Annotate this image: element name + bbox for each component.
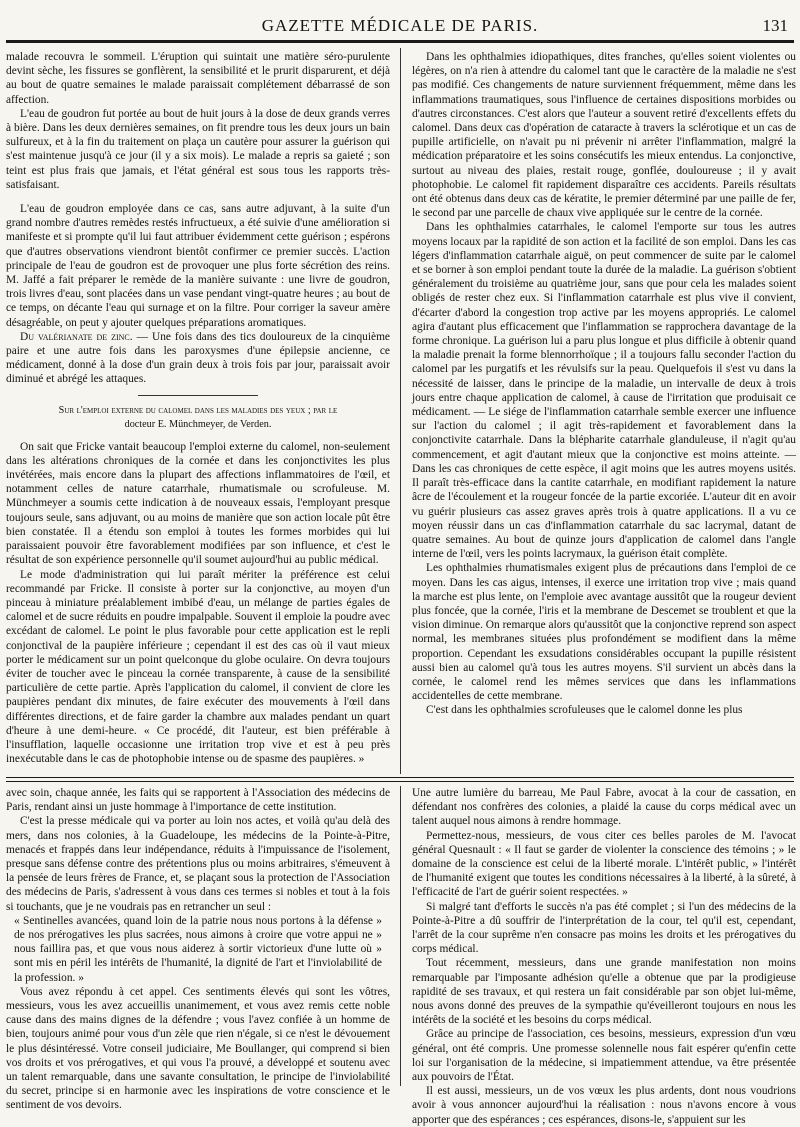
paragraph: malade recouvra le sommeil. L'éruption qui suintait une matière séro-purulente devint sèche, les fissures se gonflèrent, la sensibilité et le prurit disparurent, et déjà au bout de quatre semaines le malade paraissait complétement débarrassé de son affection. <box>6 51 390 106</box>
column-top-left <box>6 50 390 772</box>
paragraph: Il est aussi, messieurs, un de vos vœux les plus ardents, dont nous voudrions avoir à vous annoncer aujourd'hui la réalisation : nous n'avons encore à vous apporter que des espérances ; ces espérances, disons-le, s'appuient sur les <box>412 1085 796 1126</box>
feuilleton-rule <box>6 777 794 778</box>
column-divider-top <box>400 48 401 774</box>
paragraph: L'eau de goudron fut portée au bout de huit jours à la dose de deux grands verres à bière. Dans les deux dernières semaines, on fit prendre tous les deux jours un bain sulfureux, et à la fin du traitement on plaça un cautère pour assurer la guérison qui s'est maintenue jusqu'à ce jour (il y a six mois). Le malade a repris sa gaieté ; son teint est plus frais que jamais, et l'état général est sous tous les rapports très-satisfaisant. <box>6 107 390 191</box>
paragraph: On sait que Fricke vantait beaucoup l'emploi externe du calomel, non-seulement dans les altérations chroniques de la cornée et dans les conjonctivites les plus invétérées, mais encore dans la plupart des affections inflammatoires de l'œil, et notamment celles de nature catarrhale, rhumatismale ou scrofuleuse. M. Münchmeyer a soumis cette indication à de nouveaux essais, l'employant presque toujours seule, sans adjuvant, ou au moins de manière que son action locale pût être bien constatée. Il a étendu son emploi à toutes les formes morbides qui lui paraissaient pouvoir être favorablement modifiées par son influence, et c'est le résultat de son expérience personnelle qu'il soumet aujourd'hui au public médical. <box>6 440 390 567</box>
paragraph: Les ophthalmies rhumatismales exigent plus de précautions dans l'emploi de ce moyen. Dans les cas aigus, intenses, il exerce une irritation trop vive ; mais quand la marche est plus lente, on l'emploie avec avantage aussitôt que la rougeur devient plus foncée, que la cornée, l'iris et la membrane de Descemet se troublent et que la vision diminue. On remarque alors qu'aussitôt que la conjonctive reprend son aspect normal, les membranes situées plus profondément se modifient dans la même proportion. Cependant les exsudations considérables occupant la pupille résistent aussi bien au calomel qu'à tous les autres moyens. S'il survient un abcès dans la cornée, le calomel rend les mêmes services que dans les inflammations accidentelles de cette membrane. <box>412 562 796 703</box>
header-rule <box>6 40 794 43</box>
feuilleton-rule-second <box>6 781 794 782</box>
paragraph: Dans les ophthalmies catarrhales, le calomel l'emporte sur tous les autres moyens locaux par la rapidité de son action et la facilité de son emploi. Dans les cas légers d'inflammation catarrhale aiguë, on peut commencer de suite par le calomel et se borner à son emploi pendant toute la durée de la maladie. La guérison s'obtient généralement du troisième au quatrième jour, sans que pour cela les malades soient obligés de rester chez eux. Si l'inflammation catarrhale est plus vive il convient, d'écarter d'abord la congestion trop active par les moyens appropriés. Le calomel agira d'autant plus efficacement que l'inflammation se rapprochera davantage de la forme chronique. La guérison lui a paru plus longue et plus difficile à obtenir quand la maladie prenait la forme blennorrhoïque ; il a toujours fallu seconder l'action du calomel par les purgatifs et les révulsifs sur la peau. Quelquefois il s'est vu dans la nécessité de laisser, dans le principe de la maladie, un intervalle de deux à trois jours entre chaque application de calomel, à cause de l'irritation que produisait ce médicament. — Le siége de l'inflammation catarrhale semble exercer une influence sur l'action du calomel ; il agit très-rapidement et favorablement dans la conjonctivite catarrhale. Dans la blépharite catarrhale glanduleuse, il n'agit qu'au commencement, et agit d'autant mieux que la conjonctive est moins atteinte. — Dans les cas chroniques de cette espèce, il agit moins que les autres moyens usités. Il paraît très-efficace dans la cantite catarrhale, en modifiant rapidement la nature âcre de l'écoulement et la rougeur foncée de la partie excoriée. L'auteur dit en avoir vu guérir plusieurs cas assez graves après trois à quatre applications. Il a vu ce moyen réussir dans un cas d'inflammation catarrhale du sac lacrymal, datant de quatre semaines. Au bout de quinze jours d'application de calomel dans l'angle interne de l'œil, vers les points lacrymaux, la guérison était complète. <box>412 221 796 561</box>
paragraph: Tout récemment, messieurs, dans une grande manifestation non moins remarquable par l'imposante adhésion qu'elle a obtenue que par la prodigieuse rapidité de ses travaux, et qui restera un fait considérable par son objet lui-même, nous avons donné des preuves de la sympathie qu'éveilleront toujours en nous les intérêts de la société et les besoins du corps médical. <box>412 957 796 1027</box>
paragraph <box>6 330 390 387</box>
paragraph: Dans les ophthalmies idiopathiques, dites franches, qu'elles soient violentes ou légères, on n'a rien à attendre du calomel tant que le caractère de la maladie ne s'est pas modifié. Ces changements de nature surviennent fréquemment, même dans les inflammations traumatiques, sous l'influence de certaines dispositions morbides ou d'autres circonstances. C'est alors que l'auteur a souvent retiré d'excellents effets du calomel. Dans deux cas d'opération de cataracte à travers la sclérotique et un cas de pupille artificielle, on n'avait pu ni prévenir ni arrêter l'inflammation, malgré la médication préparatoire et les soins consécutifs les mieux entendus. La conjonctive, surtout au niveau des plaies, restait rouge, gonflée, douloureuse ; il y avait photophobie. Le calomel fit rapidement disparaître ces accidents. Pareils résultats ont été obtenus dans deux cas de kératite, le premier déterminé par une paille de fer, le second par une parcelle de chaux vive appliquée sur le centre de la cornée. <box>412 51 796 220</box>
paragraph: avec soin, chaque année, les faits qui se rapportent à l'Association des médecins de Paris, rendant ainsi un juste hommage à l'importance de cette institution. <box>6 787 390 814</box>
paragraph: L'eau de goudron employée dans ce cas, sans autre adjuvant, à la suite d'un grand nombre d'autres remèdes restés infructueux, a été suivie d'une amélioration si manifeste et si prompte qu'il lui faut attribuer évidemment cette guérison ; espérons que d'autres observations viendront bientôt confirmer ce premier succès. L'action principale de l'eau de goudron est de provoquer une plus forte sécrétion des reins. M. Jaffé a fait préparer le remède de la manière suivante : une livre de goudron, trois livres d'eau, sont placées dans un vase pendant vingt-quatre heures ; au bout de ce temps, on décante l'eau qui surnage et on la filtre. Pour corriger la saveur amère désagréable, on peut y ajouter quelques préparations aromatiques. <box>6 203 390 329</box>
page-number: 131 <box>762 16 788 35</box>
paragraph: Permettez-nous, messieurs, de vous citer ces belles paroles de M. l'avocat général Quesnault : « Il faut se garder de violenter la conscience des témoins ; » le domaine de la conscience est celui de la liberté morale. L'intérêt public, » l'intérêt de l'humanité exigent que toutes les conditions nécessaires à la liberté, à la sûreté, à l'efficacité de l'art de guérir soient respectées. » <box>412 829 796 899</box>
section-title-line: docteur E. Münchmeyer, de Verden. <box>124 418 272 430</box>
paragraph: Si malgré tant d'efforts le succès n'a pas été complet ; si l'un des médecins de la Pointe-à-Pitre a dû souffrir de l'interprétation de la cour, tel qu'il est, cependant, l'arrêt de la cour suprême n'en consacre pas moins les droits et les prérogatives du corps médical. <box>412 900 796 956</box>
section-title <box>6 404 390 432</box>
column-bottom-left <box>6 786 390 1112</box>
journal-title: GAZETTE MÉDICALE DE PARIS. <box>261 16 539 35</box>
paragraph: Vous avez répondu à cet appel. Ces sentiments élevés qui sont les vôtres, messieurs, vous les avez accueillis unanimement, et vous avez remis cette noble cause dans des mains dignes de la défendre ; vous l'avez confiée à un homme de bien, toujours animé pour vous d'un zèle que rien n'égale, si ce n'est le dévouement le plus désintéressé. Votre conseil judiciaire, Me Boullanger, qui comprend si bien vos droits et vos prérogatives, et qui vous l'a prouvé, a développé et soutenu avec un talent remarquable, dans une savante consultation, le principe de l'inviolabilité du secret, principe si en harmonie avec les inspirations de votre conscience et le sentiment de vos devoirs. <box>6 985 390 1112</box>
paragraph-lead: Du valérianate de zinc. <box>20 330 133 343</box>
page-header <box>0 8 800 44</box>
quotation: « Sentinelles avancées, quand loin de la patrie nous nous portons à la défense » de nos prérogatives les plus sacrées, nous aimons à croire que votre appui ne » nous faillira pas, et que vous nous aiderez à sortir victorieux d'une lutte où » sont mis en péril les intérêts de l'humanité, la dignité de l'art et l'inviolabilité de la profession. » <box>14 914 382 984</box>
paragraph: C'est la presse médicale qui va porter au loin nos actes, et voilà qu'au delà des mers, dans nos colonies, à la Guadeloupe, les médecins de la Pointe-à-Pitre, menacés et frappés dans leur indépendance, réduits à l'impuissance de l'isolement, presque sans défense contre des prétentions plus ou moins arbitraires, s'émeuvent à la pensée de leurs frères de France, et, se plaçant sous la protection de l'Association des médecins de Paris, s'adressent à vous dans ces termes si nobles et tout à la fois si touchants, que je ne voudrais pas en retrancher un seul : <box>6 815 390 913</box>
paragraph: Le mode d'administration qui lui paraît mériter la préférence est celui recommandé par Fricke. Il consiste à porter sur la conjonctive, au moyen d'un pinceau à miniature préalablement imbibé d'eau, un mélange de parties égales de calomel et de sucre réduits en poudre impalpable. Souvent il emploie la poudre avec excédant de calomel. Le point le plus favorable pour cette application est le repli conjonctival de la paupière inférieure ; cependant il est des cas où il vaut mieux porter le médicament sur un point quelconque du globe oculaire. On devra toujours éviter de toucher avec le pinceau la cornée transparente, à cause de la sensibilité particulière de cette partie. Après l'application du calomel, il convient de clore les paupières pendant dix minutes, de faire exécuter des mouvements à l'œil dans différentes directions, et de faire garder la chambre aux malades pendant un quart d'heure à une demi-heure. « Ce procédé, dit l'auteur, est bien préférable à l'insufflation, laquelle occasionne une irritation trop vive et est à peu près inexécutable dans le cas de photophobie intense ou de spasme des paupières. » <box>6 568 390 766</box>
paragraph: C'est dans les ophthalmies scrofuleuses que le calomel donne les plus <box>426 704 743 717</box>
paragraph: Grâce au principe de l'association, ces besoins, messieurs, expression d'un vœu général, ont été compris. Une promesse solennelle nous fait espérer qu'enfin cette loi sur l'organisation de la médecine, si impatiemment attendue, va être présentée aux pouvoirs de l'État. <box>412 1028 796 1084</box>
paragraph: Une autre lumière du barreau, Me Paul Fabre, avocat à la cour de cassation, en défendant nos confrères des colonies, a plaidé la cause du corps médical avec un talent auquel nous aimons à rendre hommage. <box>412 787 796 828</box>
paragraph-body: — Une fois dans des tics douloureux de la cinquième paire et une autre fois dans les paroxysmes d'une épilepsie ancienne, ce médicament, donné à la dose d'un grain deux à trois fois par jour, paraissait avoir diminué et abrégé les attaques. <box>6 330 390 386</box>
column-bottom-right <box>412 786 796 1126</box>
column-divider-bottom <box>400 786 401 1086</box>
section-divider <box>138 395 258 396</box>
column-top-right <box>412 50 796 772</box>
section-title-line: Sur l'emploi externe du calomel dans les maladies des yeux ; par le <box>58 404 338 416</box>
